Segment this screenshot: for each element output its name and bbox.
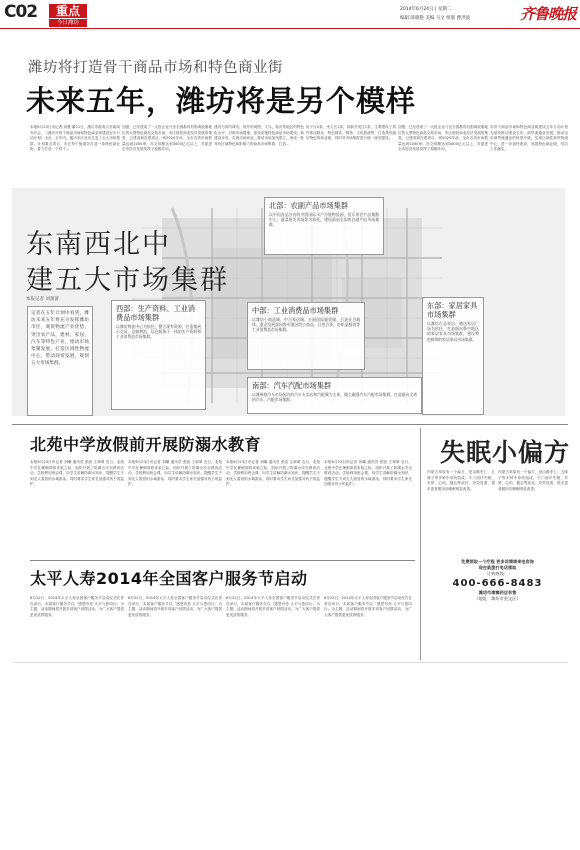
article-headline-3: 太平人寿2014年全国客户服务节启动 [30,569,308,588]
bottom-rule [12,662,568,663]
editor-line: 编辑 薛晓艳 美编 马文 组版 曹洪波 [400,16,471,21]
section-label: 重点 [49,4,87,18]
article-column: 建设与省内城市，省外的周围，义乌，临沂等地区的特色化水平，对照市场提速、加快实施特色商品市场建设，新建设步伐，实现市场商业，推动市场加快建立，形成一批具有区域特色和影响力的商品市场集群，打造... [214,125,304,146]
callout-east-body: 以潍坊百益家居、德达家居广场为依托，打造面向鲁中地区的家居家具市场集群，建设特色鲜明的家居家具市场集群。 [427,321,479,342]
article-lead: 本报6月23日讯记者 刘蕾 董21日，潍坊市政府召开新闻发布会，《潍坊市骨干商品市场和特色商业街建设五年行动计划》出台，五年内，潍坊市区北出打造了五大市场集群，计划重点项目，市区每个街道各打造一条特色商业街，着力打造一个骨干... [30,125,120,152]
article-2-column: 本报6月23日讯记者 刘曦 通讯员 张凯 王翠翠 近日，北苑中学在暑假即将来临之际，组织开展了防溺水安全教育活动，学校利用班会课，向学生讲解防溺水知识，提醒学生不到无人看管的水域游泳，同时要求学生家长加强对孩子的监护。 [226,460,320,487]
callout-west-body: 以潍坊物流中心为依托，整合现有资源，打造集展示交易、仓储物流、信息服务于一体的生产资料和工业消费品市场集群。 [116,324,201,340]
callout-center [247,302,365,370]
map-byline: 本报记者 刘蕾蕾 [26,297,59,302]
article-3-column: 6月22日，2014年太平人寿全国客户服务节启动仪式在青岛举行，本届客户服务节以「感恩有你 太平与您同行」为主题，活动期间将开展多项客户回馈活动，为广大客户提供更优质的服务。 [30,596,124,617]
page-header [0,0,580,30]
callout-center-body: 以潍坊小商品城、中百家居城、万丽国际服装城、百货业为载体，重点发展面向鲁中地区的小商品、日用百货、纺织品服装等工业消费品市场集群。 [252,317,360,333]
callout-east [422,297,484,415]
header-rule [0,28,580,29]
callout-west [111,300,206,410]
article-column: 加强，已经建成了一大批企业乃至全国都具有影响较重地位的大型特色商品交易市场，市区便民商业经济发展的集骨，已建成和在建项目，到2020年前，全市各类市场数量达到1000家，年交易额达到3000亿元以上，对促进全市经济发展发挥了积极作用。 [122,125,212,152]
section-divider [30,560,415,561]
map-intro-text: 记者在五年计划中看到，潍坊未来五年将充分发挥潍坊市区，商贸物流产业优势，突出农产品，建材，家居，汽车等特色产业，推动市场集聚发展，打造区域性物流中心，带动商贸发展，规划五大市场集群。 [27,306,93,416]
ad-phone-label: 订购热线： [487,571,508,576]
map-title-line2: 建五大市场集群 [26,265,229,296]
ad-phone-number: 400-666-8483 [452,578,543,589]
section-sublabel: 今日潍坊 [49,19,87,27]
article-2-column: 本报6月23日讯记者 刘曦 通讯员 张凯 王翠翠 近日，北苑中学在暑假即将来临之际，组织开展了防溺水安全教育活动，学校利用班会课，向学生讲解防溺水知识，提醒学生不到无人看管的水域游泳，同时要求学生家长加强对孩子的监护。 [128,460,222,487]
date-line: 2014年6月24日 | 星期二 [400,7,452,12]
masthead-logo: 齐鲁晚报 [520,5,577,23]
article-2-column: 本报6月23日讯记者 刘曦 通讯员 张凯 王翠翠 近日，北苑中学在暑假即将来临之际，组织开展了防溺水安全教育活动，学校利用班会课，向学生讲解防溺水知识，提醒学生不到无人看管的水域游泳，同时要求学生家长加强对孩子的监护。 [324,460,412,487]
map-title-line1: 东南西北中 [26,229,171,260]
article-column: 加强，已经建成了一大批企业乃至全国都具有影响较重地位的大型特色商品交易市场，市区便民商业经济发展的集骨，已建成和在建项目，到2020年前，全市各类市场数量达到1000家，年交易额达到3000亿元以上，对促进全市经济发展发挥了积极作用。 [398,125,488,152]
callout-north-body: 以中国食品谷内的中凯国际水产冷链物流园，恒乐果农产品集散中心、蔬菜批发市场等为依托，建设面向全国的农副产品市场集群。 [269,212,379,228]
article-column: 市骨干商品市场和特色商业街建设五年行动计划为加快推动建设五年，商贸流通业发展，推动全市商贸流通业的转型升级，实现区域性商贸物流中心，进一步加快建设，发展特色商业街，结合工作落实。 [490,125,568,152]
article-3-column: 6月22日，2014年太平人寿全国客户服务节启动仪式在青岛举行，本届客户服务节以「感恩有你 太平与您同行」为主题，活动期间将开展多项客户回馈活动，为广大客户提供更优质的服务。 [226,596,320,617]
page-number: C02 [4,2,38,22]
callout-east-title: 东部：家居家具市场集群 [427,301,478,319]
callout-south-title: 南部：汽车汽配市场集群 [252,381,332,390]
ad-line-2: 现在就拨打电话领取 [478,565,517,570]
ad-line-3: 潍坊市康寨药店有售 [478,590,517,595]
callout-center-title: 中部：工业消费品市场集群 [252,306,339,315]
ad-body: 内蒙古草原有一个偏方，是由酸枣仁、五味子等多种中草药组成，专门治疗失眠、多梦、心烦、健忘等症状，疗效显著，很多患者服用后睡眠明显改善。 [427,470,495,491]
ad-title: 失眠小偏方 [440,438,571,467]
article-subtitle: 潍坊将打造骨干商品市场和特色商业街 [28,60,283,76]
callout-south-body: 以潍州路汽车市场园内的汽车专卖店和汽配城为主体，做大做强汽车汽配市场集群，打造面向全省的汽车、汽配市场集群。 [252,392,417,403]
ad-line-4: （地址：潍坊市奎文区） [474,596,521,601]
callout-north [264,197,384,255]
article-headline: 未来五年，潍坊将是另个模样 [26,84,417,118]
article-3-column: 6月22日，2014年太平人寿全国客户服务节启动仪式在青岛举行，本届客户服务节以「感恩有你 太平与您同行」为主题，活动期间将开展多项客户回馈活动，为广大客户提供更优质的服务。 [324,596,412,617]
callout-west-title: 西部：生产资料、工业消费品市场集群 [116,304,196,322]
ad-contact-box [425,559,570,659]
section-divider [12,424,568,425]
callout-north-title: 北部：农副产品市场集群 [269,201,349,210]
article-column: 协于区2条，坐文区1条，高新开发区1条，主要建设了着你休闲娱乐，特色餐饮，购物，文化旅游等，打造具有潍坊特色的商业街，同时对市场集群进行统一规划建设。 [306,125,396,141]
article-3-column: 6月22日，2014年太平人寿全国客户服务节启动仪式在青岛举行，本届客户服务节以「感恩有你 太平与您同行」为主题，活动期间将开展多项客户回馈活动，为广大客户提供更优质的服务。 [128,596,222,617]
column-divider [420,428,421,660]
article-headline-2: 北苑中学放假前开展防溺水教育 [30,435,262,454]
ad-line-1: 免费领取一个疗程 更多详情请来电咨询 [461,559,534,564]
article-2-column: 本报6月23日讯记者 刘曦 通讯员 张凯 王翠翠 近日，北苑中学在暑假即将来临之际，组织开展了防溺水安全教育活动，学校利用班会课，向学生讲解防溺水知识，提醒学生不到无人看管的水域游泳，同时要求学生家长加强对孩子的监护。 [30,460,124,487]
callout-south [247,377,422,414]
ad-body: 内蒙古草原有一个偏方，是由酸枣仁、五味子等多种中草药组成，专门治疗失眠、多梦、心烦、健忘等症状，疗效显著，很多患者服用后睡眠明显改善。 [498,470,568,491]
